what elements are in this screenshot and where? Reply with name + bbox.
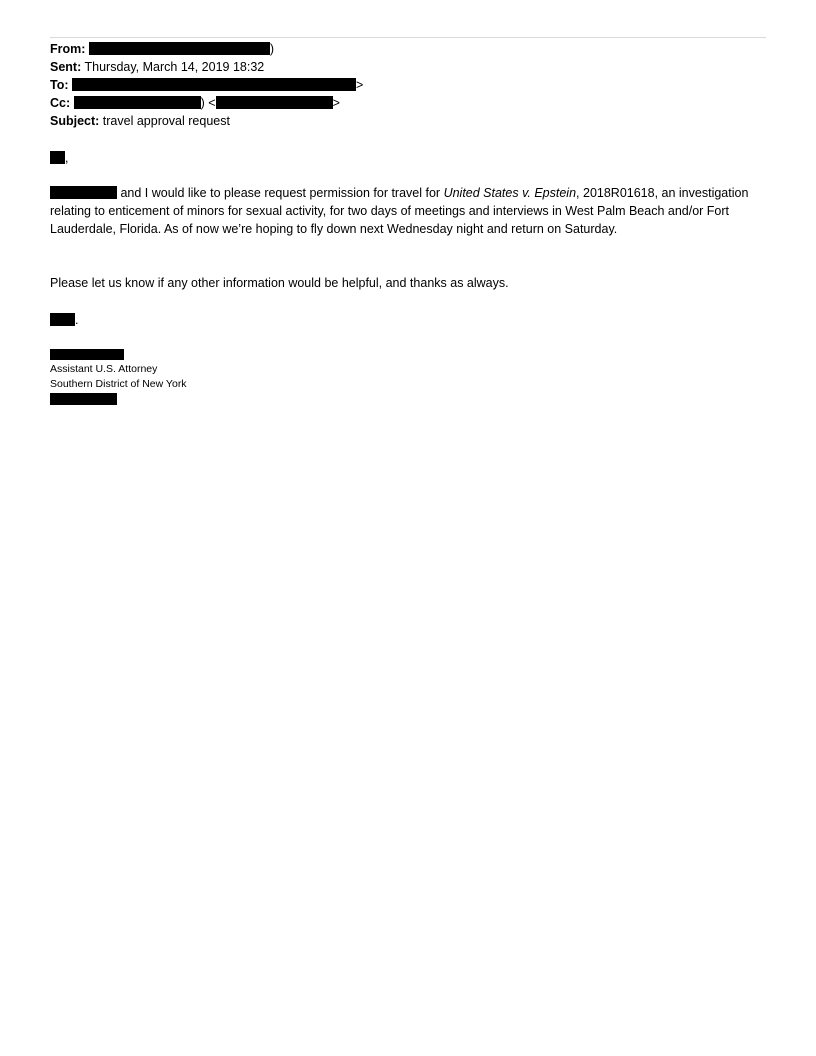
redaction-block bbox=[50, 151, 65, 164]
sent-value: Thursday, March 14, 2019 18:32 bbox=[84, 60, 265, 74]
subject-label: Subject: bbox=[50, 114, 100, 128]
from-line bbox=[50, 41, 274, 57]
subject-value: travel approval request bbox=[102, 114, 230, 128]
cc-label: Cc: bbox=[50, 96, 71, 110]
body-paragraph-1 bbox=[50, 184, 766, 238]
subject-line bbox=[50, 113, 230, 129]
to-line bbox=[50, 77, 363, 93]
p2-text: Please let us know if any other information would be helpful, and thanks as always. bbox=[50, 276, 509, 290]
redaction-block bbox=[50, 349, 124, 360]
sent-line bbox=[50, 59, 264, 75]
sent-label: Sent: bbox=[50, 60, 82, 74]
p1-text-b: , 2018R01618, an investigation relating to enticement of minors for sexual activity, for two days of meetings and interviews in West Palm Beach and/or Fort Lauderdale, Florida. As of now we’re hoping to fly down next Wednesday night and return on Saturday. bbox=[50, 186, 749, 236]
cc-suffix: > bbox=[332, 96, 340, 110]
signoff-punct: . bbox=[75, 313, 79, 327]
redaction-block bbox=[50, 186, 117, 199]
to-suffix: > bbox=[356, 78, 364, 92]
redaction-block bbox=[50, 393, 117, 405]
from-suffix: ) bbox=[269, 42, 275, 56]
p1-text-a: and I would like to please request permission for travel for bbox=[117, 186, 444, 200]
to-label: To: bbox=[50, 78, 69, 92]
redaction-block bbox=[74, 96, 201, 109]
signature-office: Southern District of New York bbox=[50, 378, 187, 390]
redaction-block bbox=[50, 313, 75, 326]
redaction-block bbox=[216, 96, 333, 109]
greeting-punct: , bbox=[65, 151, 69, 165]
case-name: United States v. Epstein bbox=[443, 186, 577, 200]
top-divider bbox=[50, 37, 766, 38]
signature-contact bbox=[50, 393, 117, 407]
redaction-block bbox=[72, 78, 356, 91]
signature-name bbox=[50, 348, 124, 362]
body-paragraph-2 bbox=[50, 274, 766, 292]
greeting bbox=[50, 150, 68, 166]
cc-line bbox=[50, 95, 340, 111]
redaction-block bbox=[89, 42, 270, 55]
signoff bbox=[50, 312, 78, 328]
from-label: From: bbox=[50, 42, 86, 56]
signature-title: Assistant U.S. Attorney bbox=[50, 363, 158, 375]
cc-middle: ) < bbox=[200, 96, 216, 110]
